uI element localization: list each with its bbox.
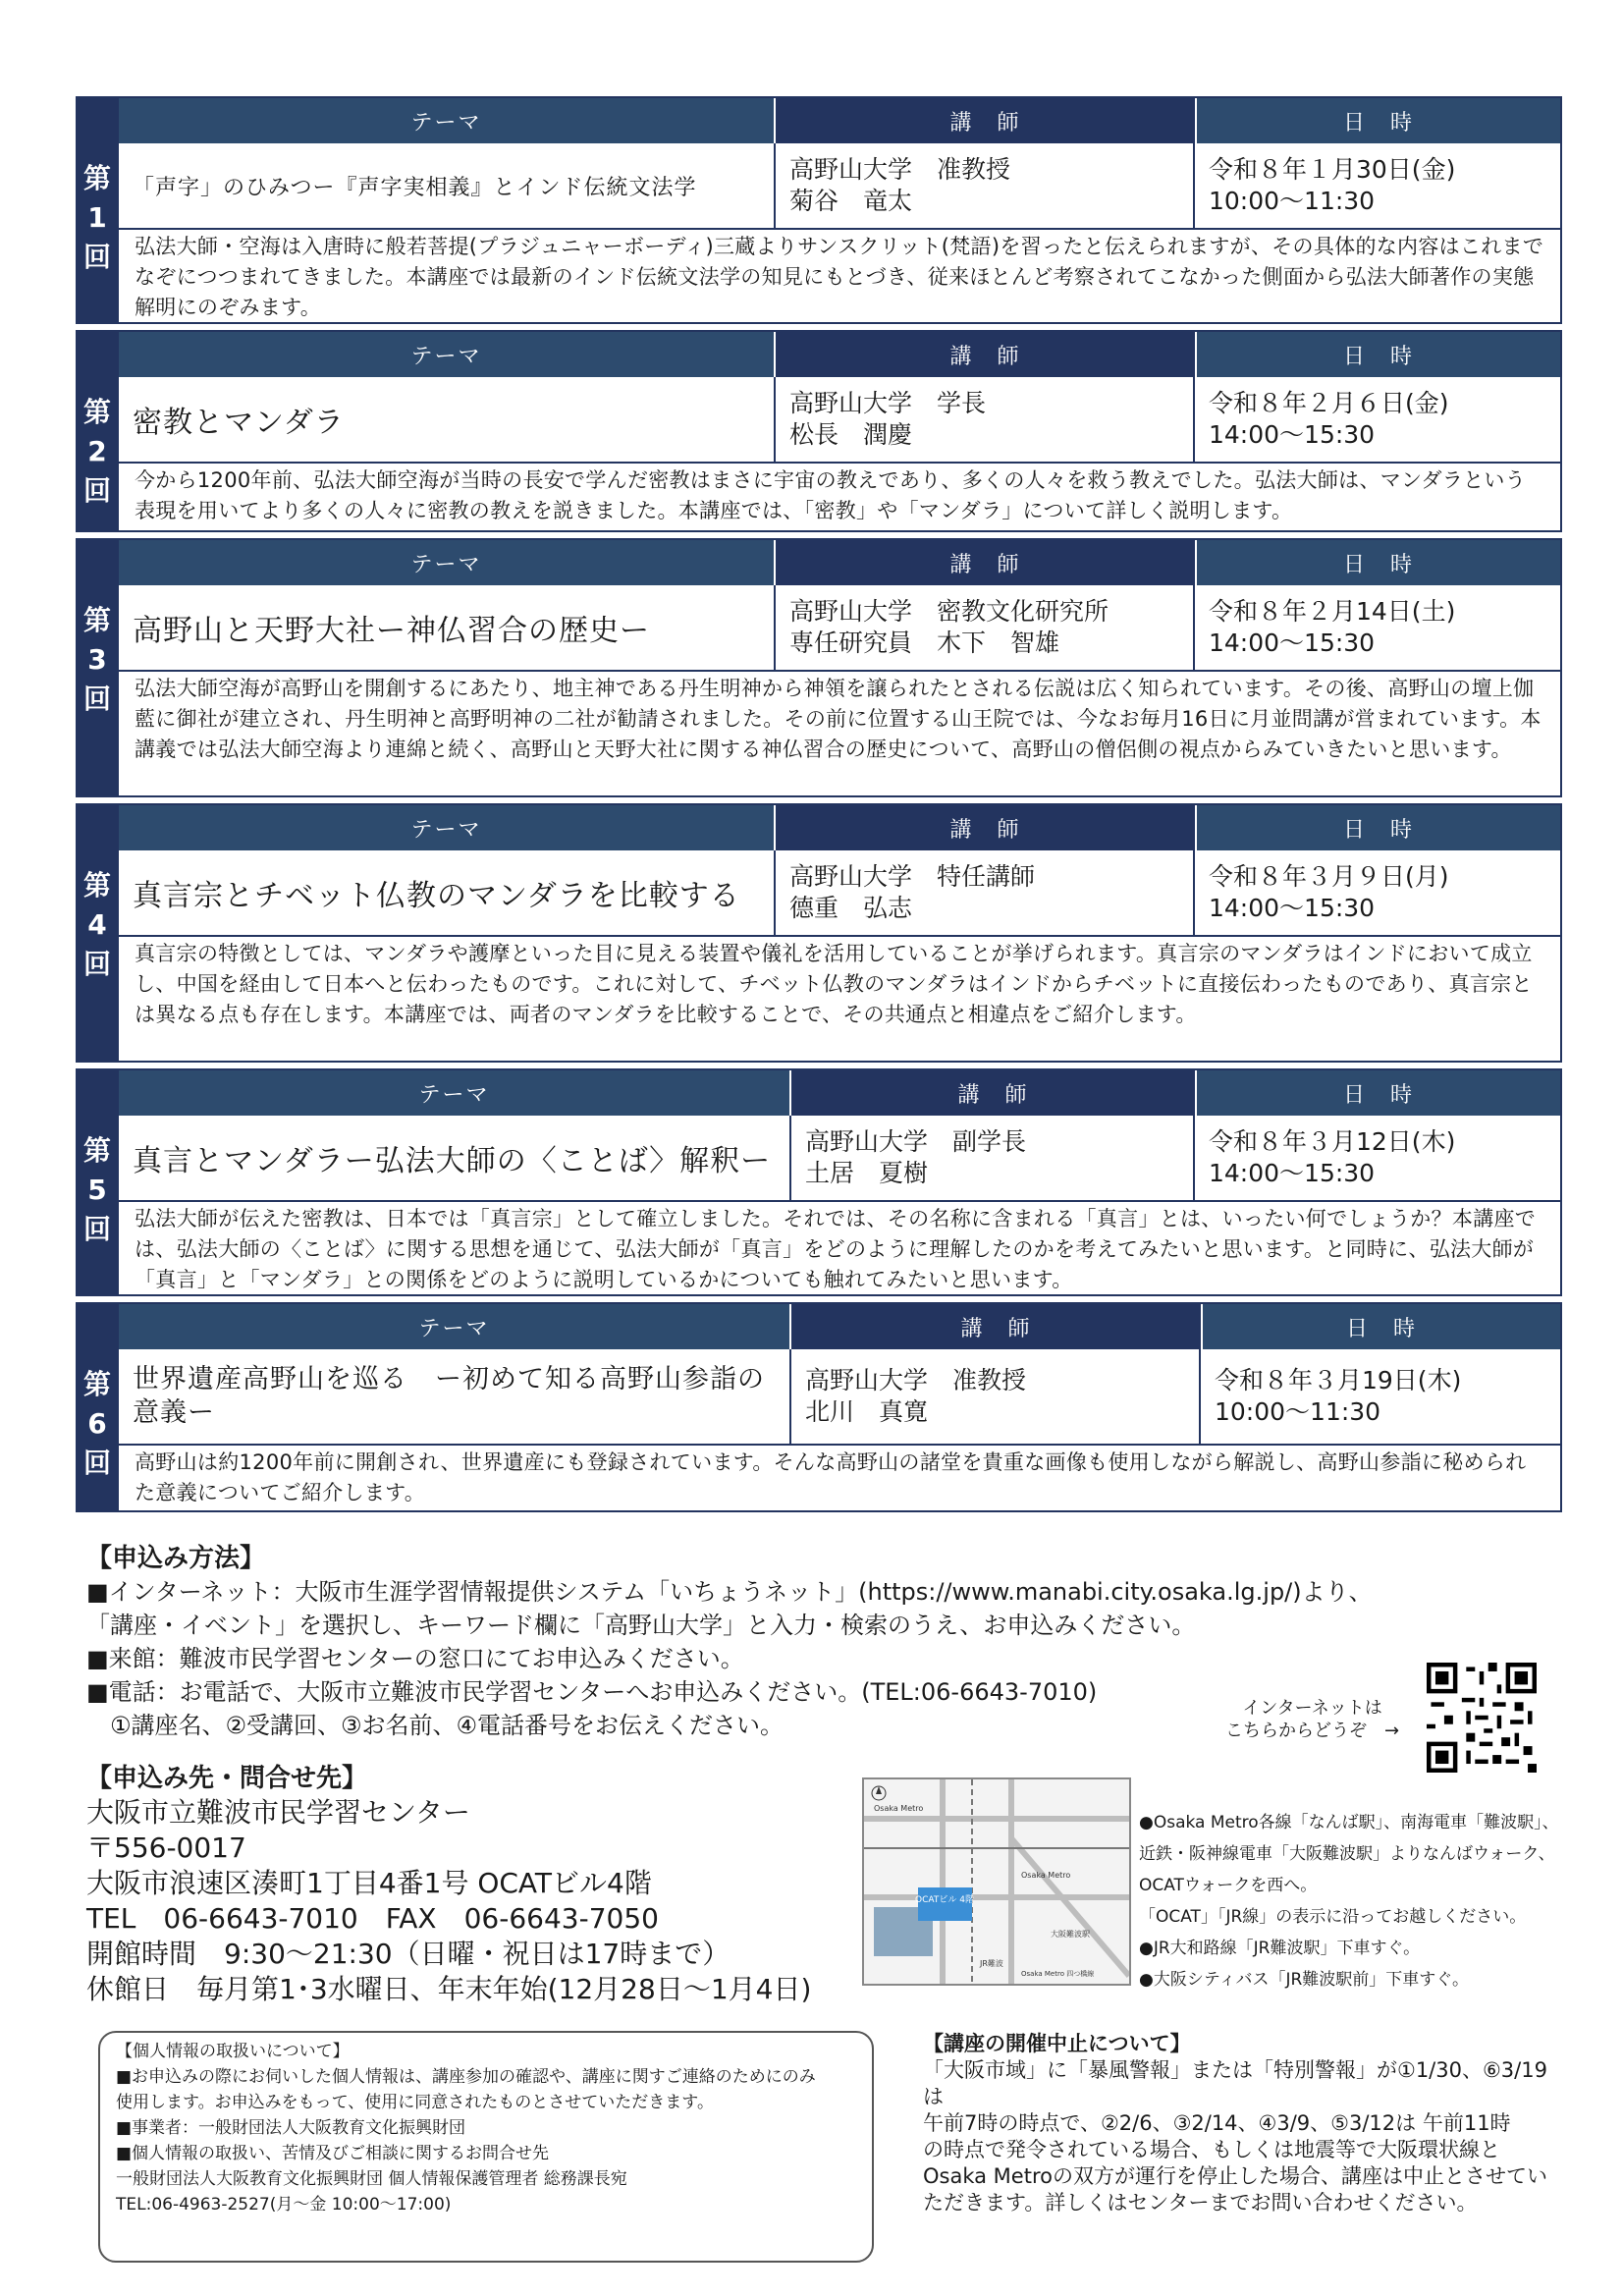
header-lecturer: 講 師 xyxy=(774,98,1195,143)
map-metro-label: Osaka Metro xyxy=(874,1804,924,1813)
lecture-date: 令和８年３月19日(木) 10:00～11:30 xyxy=(1199,1349,1560,1444)
apply-line: ■電話：お電話で、大阪市立難波市民学習センターへお申込みください。(TEL:06-6643-7010) xyxy=(86,1678,1098,1706)
lecture-description: 高野山は約1200年前に開創され、世界遺産にも登録されています。そんな高野山の諸堂を貴重な画像も使用しながら解説し、高野山参詣に秘められた意義についてご紹介します。 xyxy=(135,1450,1527,1504)
header-lecturer: 講 師 xyxy=(789,1070,1195,1116)
map-graphic xyxy=(864,1779,1129,1984)
lecture-number: 第 1 回 xyxy=(76,96,119,324)
header-lecturer: 講 師 xyxy=(774,332,1195,377)
apply-line: ①講座名、②受講回、③お名前、④電話番号をお伝えください。 xyxy=(86,1712,784,1739)
lecture-date: 令和８年３月12日(木) 14:00～15:30 xyxy=(1193,1116,1560,1200)
contact-line: TEL 06-6643-7010 FAX 06-6643-7050 xyxy=(86,1902,659,1935)
lecture-number: 第 4 回 xyxy=(76,803,119,1063)
qr-note: インターネットは こちらからどうぞ → xyxy=(1225,1698,1400,1741)
lecture-date: 令和８年１月30日(金) 10:00～11:30 xyxy=(1193,143,1560,228)
header-lecturer: 講 師 xyxy=(774,540,1195,585)
lecture-theme: 高野山と天野大社ー神仏習合の歴史ー xyxy=(133,614,650,648)
lecture-4 xyxy=(76,803,1562,1063)
access-map xyxy=(862,1777,1131,1986)
contact-line: 大阪市浪速区湊町1丁目4番1号 OCATビル4階 xyxy=(86,1867,652,1899)
lecturer: 高野山大学 准教授 北川 真寛 xyxy=(789,1349,1199,1444)
lecture-theme: 「声字」のひみつー『声字実相義』とインド伝統文法学 xyxy=(133,175,697,200)
header-theme: テーマ xyxy=(119,332,774,377)
header-date: 日 時 xyxy=(1195,805,1560,850)
lecture-description: 今から1200年前、弘法大師空海が当時の長安で学んだ密教はまさに宇宙の教えであり、多くの人々を救う教えでした。弘法大師は、マンダラという表現を用いてより多くの人々に密教の教えを説きました。本講座では、「密教」や「マンダラ」について詳しく説明します。 xyxy=(135,468,1526,522)
access-directions: ●Osaka Metro各線「なんば駅」、南海電車「難波駅」、 近鉄・阪神線電車「大阪難波駅」よりなんばウォーク、 OCATウォークを西へ。 「OCAT」「JR線」の表示に沿ってお越しください。 ●JR大和路線「JR難波駅」下車すぐ。 ●大阪シティバス「JR難波駅前」下車すぐ。 xyxy=(1139,1813,1559,1990)
header-theme: テーマ xyxy=(119,805,774,850)
apply-line: ■インターネット：大阪市生涯学習情報提供システム「いちょうネット」(https://www.manabi.city.osaka.lg.jp/)より、 xyxy=(86,1578,1373,1606)
section-title: 【申込み先・問合せ先】 xyxy=(86,1764,368,1793)
map-kintetsu-label: 大阪難波駅 xyxy=(1051,1930,1090,1939)
header-theme: テーマ xyxy=(119,540,774,585)
lecture-description: 真言宗の特徴としては、マンダラや護摩といった目に見える装置や儀礼を活用していることが挙げられます。真言宗のマンダラはインドにおいて成立し、中国を経由して日本へと伝わったものです。これに対して、チベット仏教のマンダラはインドからチベットに直接伝わったものであり、真言宗とは異なる点も存在します。本講座では、両者のマンダラを比較することで、その共通点と相違点をご紹介します。 xyxy=(135,942,1533,1026)
lecture-theme: 真言とマンダラー弘法大師の〈ことば〉解釈ー xyxy=(133,1144,772,1178)
header-date: 日 時 xyxy=(1195,540,1560,585)
section-title: 【講座の開催中止について】 xyxy=(923,2032,1191,2055)
lecture-number: 第 2 回 xyxy=(76,330,119,532)
header-theme: テーマ xyxy=(119,1070,789,1116)
lecture-1 xyxy=(76,96,1562,324)
header-date: 日 時 xyxy=(1201,1304,1560,1349)
map-ocat-label: OCATビル 4階 xyxy=(915,1895,974,1905)
header-date: 日 時 xyxy=(1195,1070,1560,1116)
lecture-date: 令和８年３月９日(月) 14:00～15:30 xyxy=(1193,850,1560,935)
map-yotsubashi-label: Osaka Metro 四つ橋線 xyxy=(1021,1970,1095,1978)
contact-info xyxy=(86,1762,872,2007)
apply-line: ■来館：難波市民学習センターの窓口にてお申込みください。 xyxy=(86,1645,744,1672)
apply-line: 「講座・イベント」を選択し、キーワード欄に「高野山大学」と入力・検索のうえ、お申込みください。 xyxy=(86,1612,1196,1639)
lecture-number: 第 3 回 xyxy=(76,538,119,797)
lecture-date: 令和８年２月14日(土) 14:00～15:30 xyxy=(1193,585,1560,670)
contact-line: 〒556-0017 xyxy=(86,1831,246,1864)
contact-line: 大阪市立難波市民学習センター xyxy=(86,1796,470,1829)
header-date: 日 時 xyxy=(1195,98,1560,143)
lecturer: 高野山大学 密教文化研究所 専任研究員 木下 智雄 xyxy=(774,585,1193,670)
lecture-date: 令和８年２月６日(金) 14:00～15:30 xyxy=(1193,377,1560,462)
header-lecturer: 講 師 xyxy=(774,805,1195,850)
lecture-2 xyxy=(76,330,1562,532)
lecture-description: 弘法大師・空海は入唐時に般若菩提(プラジュニャーボーディ)三蔵よりサンスクリット(梵語)を習ったと伝えられますが、その具体的な内容はこれまでなぞにつつまれてきました。本講座では最新のインド伝統文法学の知見にもとづき、従来ほとんど考察されてこなかった側面から弘法大師著作の実態解明にのぞみます。 xyxy=(135,235,1544,319)
header-theme: テーマ xyxy=(119,1304,789,1349)
lecture-theme: 真言宗とチベット仏教のマンダラを比較する xyxy=(133,879,740,913)
lecturer: 高野山大学 准教授 菊谷 竜太 xyxy=(774,143,1193,228)
lecture-description: 弘法大師空海が高野山を開創するにあたり、地主神である丹生明神から神領を譲られたとされる伝説は広く知られています。その後、高野山の壇上伽藍に御社が建立され、丹生明神と高野明神の二社が勧請されました。その前に位置する山王院では、今なお毎月16日に月並問講が営まれています。本講義では弘法大師空海より連綿と続く、高野山と天野大社に関する神仏習合の歴史について、高野山の僧侶側の視点からみていきたいと思います。 xyxy=(135,677,1542,761)
header-date: 日 時 xyxy=(1195,332,1560,377)
lecture-6 xyxy=(76,1302,1562,1512)
lecture-description: 弘法大師が伝えた密教は、日本では「真言宗」として確立しました。それでは、その名称に含まれる「真言」とは、いったい何でしょうか？本講座では、弘法大師の〈ことば〉に関する思想を通じて、弘法大師が「真言」をどのように理解したのかを考えてみたいと思います。と同時に、弘法大師が「真言」と「マンダラ」との関係をどのように説明しているかについても触れてみたいと思います。 xyxy=(135,1207,1537,1291)
lecture-theme: 密教とマンダラ xyxy=(133,406,345,440)
lecture-5 xyxy=(76,1068,1562,1296)
section-title: 【個人情報の取扱いについて】 xyxy=(116,2042,350,2061)
lecture-number: 第 6 回 xyxy=(76,1302,119,1512)
section-title: 【申込み方法】 xyxy=(86,1544,266,1573)
map-jr-label: JR難波 xyxy=(980,1959,1003,1968)
lecture-theme: 世界遺産高野山を巡る ー初めて知る高野山参詣の意義ー xyxy=(133,1364,765,1428)
qr-code[interactable] xyxy=(1427,1663,1537,1773)
header-theme: テーマ xyxy=(119,98,774,143)
map-metro-label: Osaka Metro xyxy=(1021,1871,1071,1880)
lecturer: 高野山大学 学長 松長 潤慶 xyxy=(774,377,1193,462)
contact-line: 休館日 毎月第1･3水曜日、年末年始(12月28日～1月4日) xyxy=(86,1973,812,2005)
cancellation-notice: 【講座の開催中止について】 「大阪市域」に「暴風警報」または「特別警報」が①1/30、⑥3/19は 午前7時の時点で、②2/6、③2/14、④3/9、⑤3/12は 午前11時 の時点で発令されている場合、もしくは地震等で大阪環状線と Osaka Metroの双方が運行を停止した場合、講座は中止とさせてい ただきます。詳しくはセンターまでお問い合わせください。 xyxy=(923,2031,1551,2216)
header-lecturer: 講 師 xyxy=(789,1304,1201,1349)
privacy-notice: 【個人情報の取扱いについて】 ■お申込みの際にお伺いした個人情報は、講座参加の確認や、講座に関すご連絡のためにのみ 使用します。お申込みをもって、使用に同意されたものとさせていただきます。 ■事業者：一般財団法人大阪教育文化振興財団 ■個人情報の取扱い、苦情及びご相談に関するお問合せ先 一般財団法人大阪教育文化振興財団 個人情報保護管理者 総務課長宛 TEL:06-4963-2527(月～金 10:00～17:00) xyxy=(98,2031,874,2263)
lecture-number: 第 5 回 xyxy=(76,1068,119,1296)
lecturer: 高野山大学 特任講師 德重 弘志 xyxy=(774,850,1193,935)
lecture-3 xyxy=(76,538,1562,797)
contact-line: 開館時間 9:30～21:30（日曜・祝日は17時まで） xyxy=(86,1938,730,1970)
lecturer: 高野山大学 副学長 土居 夏樹 xyxy=(789,1116,1193,1200)
